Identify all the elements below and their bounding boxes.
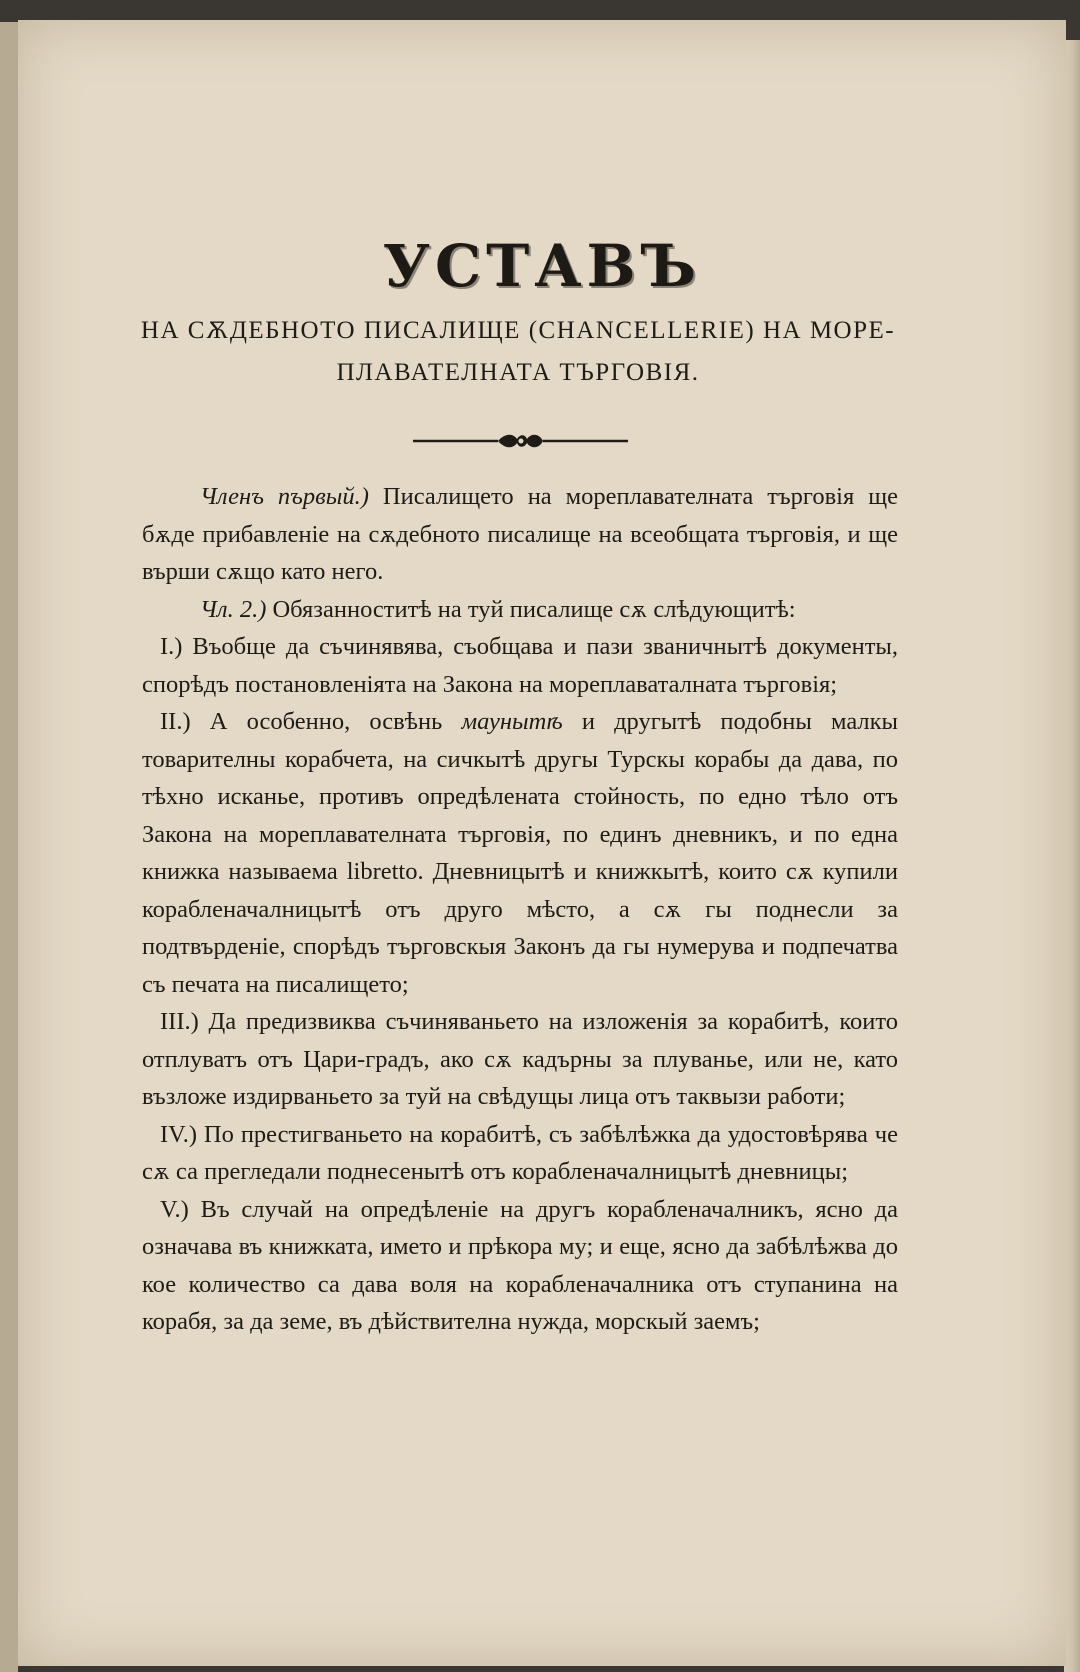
page-subtitle xyxy=(138,310,898,394)
subtitle-line-2: ПЛАВАТЕЛНАТА ТЪРГОВІЯ. xyxy=(336,359,700,386)
item-text: Да предизвиква съчиняваньето на изложенія за корабитѣ, които отплуватъ отъ Цари-градъ, ако сѫ кадърны за плуванье, или не, като възложе издирваньето за туй на свѣдущы лица отъ таквызи работи; xyxy=(142,1008,898,1110)
list-item xyxy=(142,1191,898,1341)
article-paragraph xyxy=(142,591,898,629)
page-title: УСТАВЪ xyxy=(382,232,702,300)
list-item xyxy=(142,1116,898,1191)
book-page xyxy=(18,20,1066,1666)
item-text-start: А особенно, освѣнь xyxy=(190,708,462,735)
item-text: Въ случай на опредѣленіе на другъ корабленачалникъ, ясно да означава въ книжката, името и прѣкора му; и еще, ясно да забѣлѣжва до кое количество са дава воля на корабленачалника отъ ступанина на корабя, за да земе, въ дѣйствителна нужда, морскый заемъ; xyxy=(142,1195,898,1335)
page-edge-right xyxy=(1064,40,1080,1672)
subtitle-line-1: НА СѪДЕБНОТО ПИСАЛИЩЕ (CHANCELLERIE) НА МОРЕ- xyxy=(140,317,896,344)
item-numeral: I.) xyxy=(160,633,183,660)
article-lead: Членъ първый.) xyxy=(200,483,369,510)
list-item xyxy=(142,1003,898,1116)
item-text: По престигваньето на корабитѣ, съ забѣлѣжка да удостовѣрява че сѫ са прегледали поднесенытѣ отъ корабленачалницытѣ дневницы; xyxy=(142,1120,898,1185)
item-numeral: II.) xyxy=(160,708,191,735)
article-lead: Чл. 2.) xyxy=(200,595,267,623)
list-item xyxy=(142,703,898,1003)
list-item xyxy=(142,628,898,703)
item-emphasis: маунытѣ xyxy=(461,708,563,735)
divider-ornament-icon xyxy=(413,430,628,452)
item-numeral: IV.) xyxy=(160,1120,197,1148)
item-text-end: и другытѣ подобны малкы товарителны корабчета, на сичкытѣ другы Турскы корабы да дава, по тѣхно исканье, противъ опредѣлената стойность, по едно тѣло отъ Закона на мореплавателната търговія, по единъ дневникъ, и по една книжка называема libretto. Дневницытѣ и книжкытѣ, които сѫ купили корабленачалницытѣ отъ друго мѣсто, а сѫ гы поднесли за подтвърденіе, спорѣдъ търговскыя Законъ да гы нумерува и подпечатва съ печата на писалището; xyxy=(142,708,898,998)
article-text: Писалището на мореплавателната търговія ще бѫде прибавленіе на сѫдебното писалище на всеобщата търговія, и ще върши сѫщо като него. xyxy=(142,483,898,585)
page-edge-left xyxy=(0,22,18,1672)
item-numeral: V.) xyxy=(160,1195,189,1223)
item-numeral: III.) xyxy=(160,1008,199,1035)
article-text: Обязанноститѣ на туй писалище сѫ слѣдующитѣ: xyxy=(266,595,796,623)
item-text: Въобще да съчинявява, съобщава и пази званичнытѣ документы, спорѣдъ постановленіята на Закона на мореплаваталната търговія; xyxy=(142,633,898,698)
document-body xyxy=(142,478,898,1341)
article-paragraph xyxy=(142,478,898,591)
